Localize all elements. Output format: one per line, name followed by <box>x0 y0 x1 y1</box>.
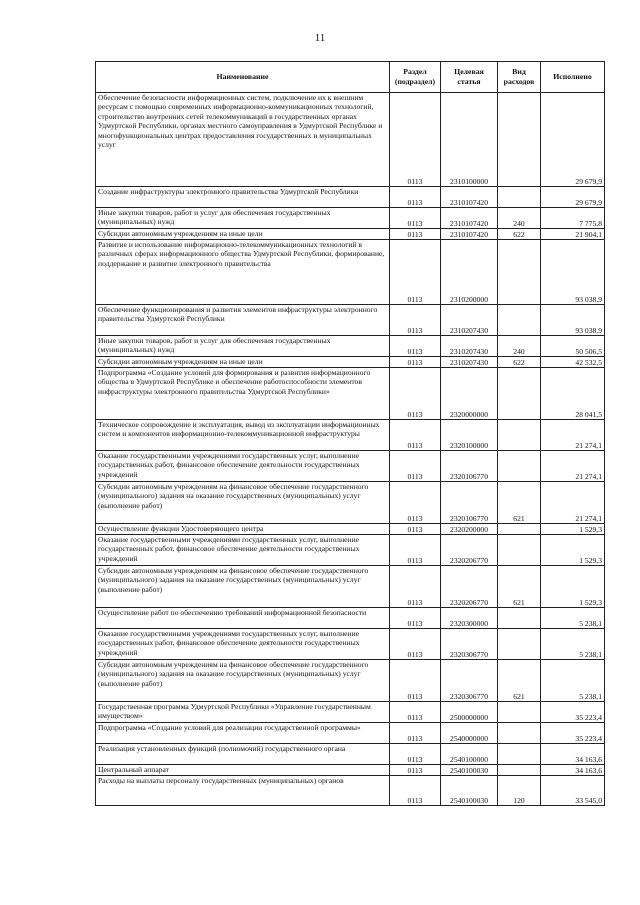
row-amount: 50 506,5 <box>541 336 605 357</box>
row-name: Субсидии автономным учреждениям на финансовое обеспечение государственного (муниципального) задания на оказание государственных (муниципальных) услуг (выполнение работ) <box>96 482 390 524</box>
row-type: 622 <box>498 229 541 240</box>
table-row <box>96 208 605 229</box>
table-row <box>96 357 605 368</box>
table-row <box>96 368 605 420</box>
table-row <box>96 524 605 535</box>
row-section: 0113 <box>390 357 441 368</box>
row-name: Подпрограмма «Создание условий для реализации государственной программы» <box>96 723 390 744</box>
row-name: Обеспечение функционирования и развития элементов инфраструктуры электронного правительства Удмуртской Республики <box>96 305 390 336</box>
row-name: Иные закупки товаров, работ и услуг для обеспечения государственных (муниципальных) нужд <box>96 208 390 229</box>
table-row <box>96 744 605 765</box>
table-row <box>96 240 605 305</box>
row-amount: 93 038,9 <box>541 240 605 305</box>
row-section: 0113 <box>390 482 441 524</box>
row-target: 2310107420 <box>441 208 498 229</box>
row-target: 2320100000 <box>441 420 498 451</box>
row-amount: 29 679,9 <box>541 93 605 187</box>
row-type: 622 <box>498 357 541 368</box>
row-target: 2320106770 <box>441 451 498 482</box>
table-header-row <box>96 62 605 93</box>
row-type: 621 <box>498 660 541 702</box>
row-section: 0113 <box>390 776 441 806</box>
row-amount: 21 274,1 <box>541 420 605 451</box>
row-type <box>498 535 541 566</box>
row-type <box>498 765 541 776</box>
row-type <box>498 420 541 451</box>
row-name: Субсидии автономным учреждениям на финансовое обеспечение государственного (муниципального) задания на оказание государственных (муниципальных) услуг (выполнение работ) <box>96 660 390 702</box>
row-type <box>498 187 541 208</box>
row-amount: 29 679,9 <box>541 187 605 208</box>
table-body <box>96 93 605 806</box>
row-amount: 93 038,9 <box>541 305 605 336</box>
row-amount: 5 238,1 <box>541 629 605 660</box>
row-type <box>498 451 541 482</box>
row-name: Развитие и использование информационно-телекоммуникационных технологий в различных сферах информационного общества Удмуртской Республики, формирование, поддержание и развитие электронного правительства <box>96 240 390 305</box>
row-target: 2310107420 <box>441 229 498 240</box>
row-target: 2540100030 <box>441 776 498 806</box>
row-name: Государственная программа Удмуртской Республики «Управление государственным имуществом» <box>96 702 390 723</box>
row-target: 2320106770 <box>441 482 498 524</box>
table-row <box>96 451 605 482</box>
row-section: 0113 <box>390 368 441 420</box>
row-target: 2310200000 <box>441 240 498 305</box>
row-type <box>498 744 541 765</box>
row-name: Создание инфраструктуры электронного правительства Удмуртской Республики <box>96 187 390 208</box>
row-amount: 21 274,1 <box>541 451 605 482</box>
row-amount: 5 238,1 <box>541 660 605 702</box>
row-section: 0113 <box>390 765 441 776</box>
row-amount: 21 274,1 <box>541 482 605 524</box>
table-row <box>96 482 605 524</box>
row-amount: 42 532,5 <box>541 357 605 368</box>
row-amount: 1 529,3 <box>541 524 605 535</box>
row-target: 2320200000 <box>441 524 498 535</box>
row-amount: 21 904,1 <box>541 229 605 240</box>
row-section: 0113 <box>390 629 441 660</box>
row-type: 240 <box>498 208 541 229</box>
row-target: 2310207430 <box>441 357 498 368</box>
row-target: 2310207430 <box>441 336 498 357</box>
row-name: Техническое сопровождение и эксплуатация, вывод из эксплуатации информационных систем и компонентов информационно-телекоммуникационной инфраструктуры <box>96 420 390 451</box>
row-amount: 7 775,8 <box>541 208 605 229</box>
row-name: Расходы на выплаты персоналу государственных (муниципальных) органов <box>96 776 390 806</box>
row-name: Оказание государственными учреждениями государственных услуг, выполнение государственных работ, финансовое обеспечение деятельности государственных учреждений <box>96 629 390 660</box>
row-name: Субсидии автономным учреждениям на иные цели <box>96 357 390 368</box>
table-row <box>96 420 605 451</box>
row-amount: 34 163,6 <box>541 765 605 776</box>
row-name: Оказание государственными учреждениями государственных услуг, выполнение государственных работ, финансовое обеспечение деятельности государственных учреждений <box>96 451 390 482</box>
row-target: 2540000000 <box>441 723 498 744</box>
table-row <box>96 187 605 208</box>
table-row <box>96 535 605 566</box>
table-row <box>96 336 605 357</box>
row-section: 0113 <box>390 524 441 535</box>
row-section: 0113 <box>390 566 441 608</box>
row-section: 0113 <box>390 744 441 765</box>
row-type: 621 <box>498 566 541 608</box>
table-row <box>96 93 605 187</box>
row-section: 0113 <box>390 229 441 240</box>
row-type <box>498 368 541 420</box>
row-section: 0113 <box>390 660 441 702</box>
row-section: 0113 <box>390 208 441 229</box>
table-row <box>96 566 605 608</box>
row-amount: 28 041,5 <box>541 368 605 420</box>
row-type <box>498 240 541 305</box>
table-row <box>96 660 605 702</box>
row-name: Осуществление работ по обеспечению требований информационной безопасности <box>96 608 390 629</box>
row-target: 2320206770 <box>441 535 498 566</box>
row-target: 2320000000 <box>441 368 498 420</box>
row-section: 0113 <box>390 240 441 305</box>
row-name: Субсидии автономным учреждениям на иные цели <box>96 229 390 240</box>
table-row <box>96 776 605 806</box>
row-type <box>498 723 541 744</box>
budget-table <box>95 61 605 806</box>
row-amount: 33 545,0 <box>541 776 605 806</box>
row-section: 0113 <box>390 93 441 187</box>
table-row <box>96 702 605 723</box>
row-name: Осуществление функции Удостоверяющего центра <box>96 524 390 535</box>
row-target: 2320306770 <box>441 629 498 660</box>
row-section: 0113 <box>390 187 441 208</box>
row-section: 0113 <box>390 608 441 629</box>
row-target: 2310207430 <box>441 305 498 336</box>
row-amount: 5 238,1 <box>541 608 605 629</box>
row-amount: 35 223,4 <box>541 723 605 744</box>
row-name: Реализация установленных функций (полномочий) государственного органа <box>96 744 390 765</box>
header-type: Вид расходов <box>498 62 541 93</box>
header-target: Целевая статья <box>441 62 498 93</box>
header-amount: Исполнено <box>541 62 605 93</box>
row-name: Обеспечение безопасности информационных систем, подключение их к внешним ресурсам с помощью современных информационно-коммуникационных технологий, строительство внутренних сетей телекоммуникаций в государственных органах Удмуртской Республики, органах местного самоуправления в Удмуртской Республике и многофункциональных центрах предоставления государственных и муниципальных услуг <box>96 93 390 187</box>
row-target: 2320206770 <box>441 566 498 608</box>
row-amount: 35 223,4 <box>541 702 605 723</box>
table-row <box>96 305 605 336</box>
row-section: 0113 <box>390 336 441 357</box>
row-section: 0113 <box>390 305 441 336</box>
row-section: 0113 <box>390 420 441 451</box>
row-target: 2320306770 <box>441 660 498 702</box>
row-type <box>498 608 541 629</box>
row-name: Субсидии автономным учреждениям на финансовое обеспечение государственного (муниципального) задания на оказание государственных (муниципальных) услуг (выполнение работ) <box>96 566 390 608</box>
table-row <box>96 723 605 744</box>
row-type: 621 <box>498 482 541 524</box>
row-type: 240 <box>498 336 541 357</box>
table-row <box>96 629 605 660</box>
row-type <box>498 524 541 535</box>
row-target: 2540100000 <box>441 744 498 765</box>
row-amount: 34 163,6 <box>541 744 605 765</box>
row-target: 2310100000 <box>441 93 498 187</box>
table-row <box>96 229 605 240</box>
page-number: 11 <box>314 32 326 44</box>
row-target: 2500000000 <box>441 702 498 723</box>
row-amount: 1 529,3 <box>541 566 605 608</box>
row-section: 0113 <box>390 723 441 744</box>
table-row <box>96 765 605 776</box>
row-name: Центральный аппарат <box>96 765 390 776</box>
row-type <box>498 702 541 723</box>
row-target: 2320300000 <box>441 608 498 629</box>
row-section: 0113 <box>390 702 441 723</box>
row-type <box>498 93 541 187</box>
row-name: Подпрограмма «Создание условий для формирования и развития информационного общества в Удмуртской Республике и обеспечение работоспособности элементов инфраструктуры электронного правительства Удмуртской Республики» <box>96 368 390 420</box>
row-section: 0113 <box>390 451 441 482</box>
row-name: Оказание государственными учреждениями государственных услуг, выполнение государственных работ, финансовое обеспечение деятельности государственных учреждений <box>96 535 390 566</box>
row-target: 2540100030 <box>441 765 498 776</box>
row-amount: 1 529,3 <box>541 535 605 566</box>
header-section: Раздел (подраздел) <box>390 62 441 93</box>
row-type <box>498 305 541 336</box>
row-target: 2310107420 <box>441 187 498 208</box>
row-type: 120 <box>498 776 541 806</box>
row-name: Иные закупки товаров, работ и услуг для обеспечения государственных (муниципальных) нужд <box>96 336 390 357</box>
row-section: 0113 <box>390 535 441 566</box>
row-type <box>498 629 541 660</box>
table-row <box>96 608 605 629</box>
header-name: Наименование <box>96 62 390 93</box>
